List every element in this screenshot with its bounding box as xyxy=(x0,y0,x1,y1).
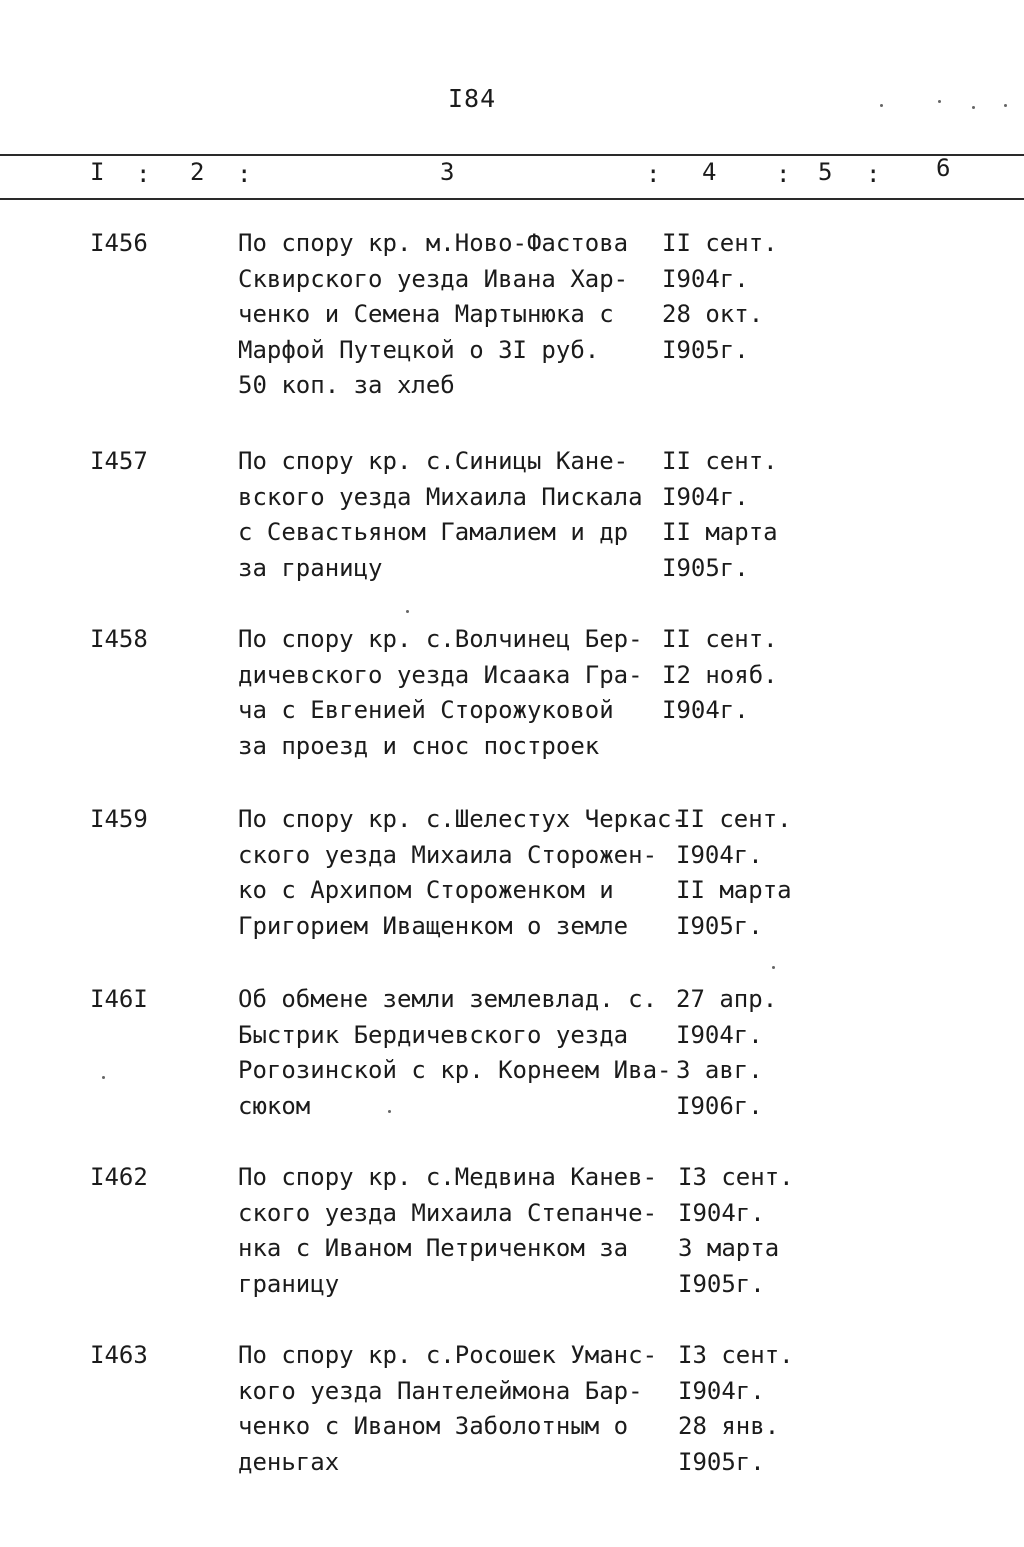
date-line: 3 марта xyxy=(678,1234,780,1262)
description-line: 50 коп. за хлеб xyxy=(238,371,455,399)
description-line: дичевского уезда Исаака Гра- xyxy=(238,660,643,689)
date-line: I905г. xyxy=(662,553,749,582)
description-line: По спору кр. с.Шелестух Черкас- xyxy=(238,805,686,833)
entry-number: I456 xyxy=(90,229,148,257)
scan-speck xyxy=(772,966,775,969)
description-line: По спору кр. с.Синицы Кане- xyxy=(238,447,629,475)
date-line: I904г. xyxy=(662,482,749,511)
date-line: I904г. xyxy=(662,696,749,724)
scan-speck xyxy=(972,106,975,109)
date-line: I3 сент. xyxy=(678,1163,794,1191)
date-line: I2 нояб. xyxy=(662,660,778,689)
date-line: II сент. xyxy=(662,625,778,653)
entry-dates xyxy=(662,622,862,729)
description-line: нка с Иваном Петриченком за xyxy=(238,1234,629,1262)
date-line: 28 окт. xyxy=(662,300,764,328)
entry-number: I46I xyxy=(90,985,148,1013)
description-line: Быстрик Бердичевского уезда xyxy=(238,1020,629,1049)
description-line: вского уезда Михаила Пискала xyxy=(238,482,643,511)
date-line: 28 янв. xyxy=(678,1412,780,1440)
entry-description xyxy=(238,622,668,764)
description-line: По спору кр. с.Росошек Уманс- xyxy=(238,1341,658,1369)
entry-number: I458 xyxy=(90,625,148,653)
entry-dates xyxy=(662,444,862,586)
date-line: II сент. xyxy=(662,447,778,475)
entry-description xyxy=(238,802,686,944)
description-line: Сквирского уезда Ивана Хар- xyxy=(238,264,629,293)
entry-number: I459 xyxy=(90,805,148,833)
description-line: По спору кр. с.Волчинец Бер- xyxy=(238,625,643,653)
entry-dates xyxy=(676,802,876,944)
description-line: с Севастьяном Гамалием и др xyxy=(238,518,629,546)
column-header-4: 4 xyxy=(702,158,717,186)
date-line: I904г. xyxy=(662,264,749,293)
entry-description xyxy=(238,1160,668,1302)
date-line: I3 сент. xyxy=(678,1341,794,1369)
description-line: ченко и Семена Мартынюка с xyxy=(238,300,614,328)
description-line: Рогозинской с кр. Корнеем Ива- xyxy=(238,1056,672,1084)
description-line: Марфой Путецкой о 3I руб. xyxy=(238,335,600,364)
date-line: 3 авг. xyxy=(676,1056,763,1084)
date-line: II сент. xyxy=(676,805,792,833)
description-line: Григорием Иващенком о земле xyxy=(238,911,629,940)
entry-dates xyxy=(678,1338,878,1480)
header-rule-bottom xyxy=(0,198,1024,200)
scan-speck xyxy=(102,1076,105,1079)
column-header-1: I xyxy=(90,158,105,186)
description-line: деньгах xyxy=(238,1447,340,1476)
date-line: I905г. xyxy=(678,1447,765,1476)
entry-description xyxy=(238,444,668,586)
description-line: ского уезда Михаила Степанче- xyxy=(238,1198,658,1227)
entry-dates xyxy=(662,226,862,368)
description-line: ченко с Иваном Заболотным о xyxy=(238,1412,629,1440)
scan-speck xyxy=(406,610,409,613)
entry-number: I457 xyxy=(90,447,148,475)
date-line: I904г. xyxy=(676,840,763,869)
entry-description xyxy=(238,982,672,1124)
date-line: II сент. xyxy=(662,229,778,257)
description-line: ского уезда Михаила Сторожен- xyxy=(238,840,658,869)
column-separator: : xyxy=(136,160,151,188)
description-line: По спору кр. с.Медвина Канев- xyxy=(238,1163,658,1191)
column-header-3: 3 xyxy=(440,158,455,186)
header-rule-top xyxy=(0,154,1024,156)
date-line: I904г. xyxy=(676,1020,763,1049)
entry-description xyxy=(238,1338,668,1480)
entry-dates xyxy=(676,982,876,1124)
description-line: границу xyxy=(238,1269,340,1298)
date-line: II марта xyxy=(662,518,778,546)
entry-description xyxy=(238,226,668,404)
scan-speck xyxy=(1004,104,1007,107)
scan-speck xyxy=(388,1110,391,1113)
date-line: I906г. xyxy=(676,1091,763,1120)
entry-dates xyxy=(678,1160,878,1302)
description-line: за границу xyxy=(238,553,383,582)
description-line: Об обмене земли землевлад. с. xyxy=(238,985,658,1013)
entry-number: I462 xyxy=(90,1163,148,1191)
column-separator: : xyxy=(776,160,791,188)
date-line: I904г. xyxy=(678,1376,765,1405)
description-line: кого уезда Пантелеймона Бар- xyxy=(238,1376,643,1405)
date-line: I905г. xyxy=(662,335,749,364)
description-line: По спору кр. м.Ново-Фастова xyxy=(238,229,629,257)
date-line: 27 апр. xyxy=(676,985,778,1013)
scan-speck xyxy=(938,100,941,103)
entry-number: I463 xyxy=(90,1341,148,1369)
date-line: I905г. xyxy=(676,911,763,940)
column-header-5: 5 xyxy=(818,158,833,186)
date-line: I904г. xyxy=(678,1198,765,1227)
column-separator: : xyxy=(646,160,661,188)
page-number: I84 xyxy=(448,84,497,113)
description-line: за проезд и снос построек xyxy=(238,731,600,760)
description-line: сюком xyxy=(238,1091,311,1120)
date-line: II марта xyxy=(676,876,792,904)
date-line: I905г. xyxy=(678,1269,765,1298)
scan-speck xyxy=(880,104,883,107)
column-header-6: 6 xyxy=(936,154,951,182)
description-line: ко с Архипом Стороженком и xyxy=(238,876,614,904)
column-separator: : xyxy=(237,160,252,188)
column-header-2: 2 xyxy=(190,158,205,186)
column-separator: : xyxy=(866,160,881,188)
description-line: ча с Евгенией Сторожуковой xyxy=(238,696,614,724)
